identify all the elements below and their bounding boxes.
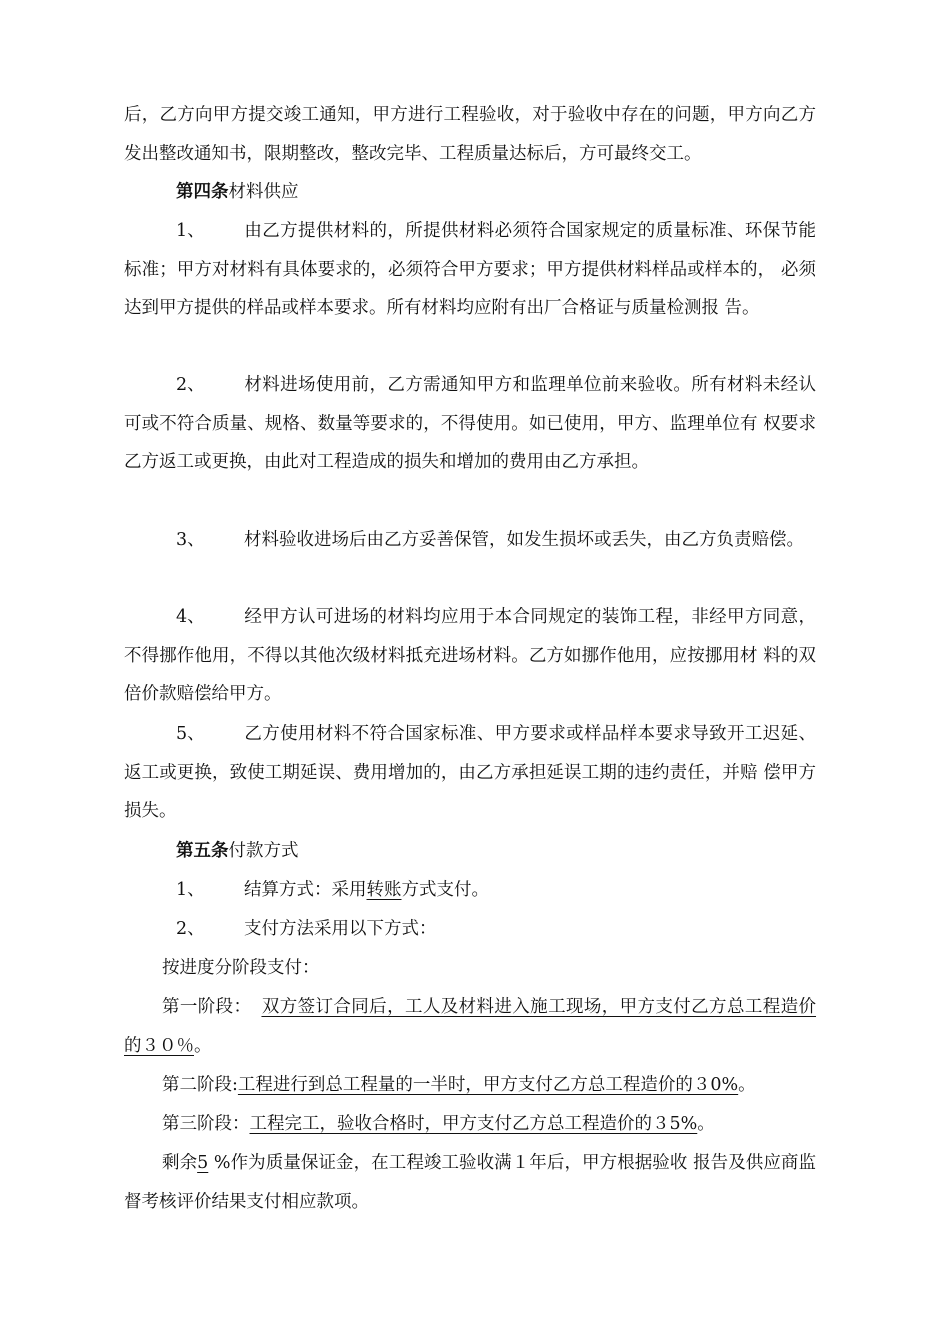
article-4-heading	[124, 173, 816, 212]
by-progress-line: 按进度分阶段支付：	[162, 958, 320, 978]
payment-suffix: 方式支付。	[401, 880, 489, 900]
retention-paragraph	[124, 1144, 816, 1221]
article-4-title: 材料供应	[228, 182, 299, 202]
retention-prefix: 剩余	[162, 1153, 198, 1173]
item-text: 材料进场使用前，乙方需通知甲方和监理单位前来验收。所有材料未经认 可或不符合质量、规格、数量等要求的，不得使用。如已使用，甲方、监理单位有 权要求乙方返工或更换，由此对工程造成的损失和增加的费用由乙方承担。	[124, 375, 816, 473]
payment-prefix: 结算方式：采用	[244, 880, 367, 900]
article-5-title: 付款方式	[228, 841, 299, 861]
article-5-item-2	[124, 910, 816, 949]
item-number: 3、	[176, 530, 205, 550]
item-text: 材料验收进场后由乙方妥善保管，如发生损坏或丢失，由乙方负责赔偿。	[244, 530, 804, 550]
article-4-item-3	[124, 521, 816, 560]
stage-end: 。	[697, 1114, 715, 1134]
item-number: 1、	[176, 221, 205, 241]
stage-2	[124, 1066, 816, 1105]
item-text: 由乙方提供材料的，所提供材料必须符合国家规定的质量标准、环保节能 标准；甲方对材料有具体要求的，必须符合甲方要求；甲方提供材料样品或样本的， 必须达到甲方提供的样品或样本要求。所有材料均应附有出厂合格证与质量检测报 告。	[124, 221, 816, 319]
stage-1	[124, 988, 816, 1065]
stage-label: 第三阶段：	[162, 1114, 250, 1134]
stage-end: 。	[194, 1035, 212, 1056]
retention-percent: 5	[197, 1153, 209, 1173]
stage-text: 双方签订合同后，工人及材料进入施工现场，甲方支付乙方总工程造价的３０％	[124, 997, 817, 1056]
item-number: 5、	[176, 724, 205, 744]
stage-label: 第一阶段：	[162, 997, 252, 1017]
stage-label: 第二阶段:	[162, 1075, 238, 1095]
stage-text: 工程进行到总工程量的一半时，甲方支付乙方总工程造价的３0%	[237, 1075, 739, 1095]
payment-method: 转账	[366, 880, 402, 900]
article-5-heading	[124, 832, 816, 871]
intro-paragraph: 后，乙方向甲方提交竣工通知，甲方进行工程验收，对于验收中存在的问题，甲方向乙方发出整改通知书，限期整改，整改完毕、工程质量达标后，方可最终交工。	[124, 105, 816, 164]
article-4-item-4	[124, 598, 816, 714]
item-text: 乙方使用材料不符合国家标准、甲方要求或样品样本要求导致开工迟延、 返工或更换，致使工期延误、费用增加的，由乙方承担延误工期的违约责任，并赔 偿甲方损失。	[124, 724, 816, 822]
item-number: 1、	[176, 880, 205, 900]
stage-end: 。	[738, 1075, 756, 1095]
retention-suffix: %作为质量保证金，在工程竣工验收满１年后，甲方根据验收 报告及供应商监督考核评价结果支付相应款项。	[124, 1153, 816, 1212]
item-text: 支付方法采用以下方式：	[244, 919, 437, 939]
article-4-item-1	[124, 212, 816, 328]
item-number: 2、	[176, 375, 205, 395]
article-4-item-5	[124, 715, 816, 831]
article-5-number: 第五条	[176, 841, 229, 861]
stage-text: 工程完工，验收合格时，甲方支付乙方总工程造价的３5%	[249, 1114, 698, 1134]
item-number: 4、	[176, 607, 205, 627]
article-5-item-1	[124, 871, 816, 910]
item-text: 经甲方认可进场的材料均应用于本合同规定的装饰工程，非经甲方同意， 不得挪作他用，不得以其他次级材料抵充进场材料。乙方如挪作他用，应按挪用材 料的双倍价款赔偿给甲方。	[124, 607, 816, 705]
stage-3	[124, 1105, 816, 1144]
article-4-number: 第四条	[176, 182, 229, 202]
article-4-item-2	[124, 366, 816, 482]
item-number: 2、	[176, 919, 205, 939]
